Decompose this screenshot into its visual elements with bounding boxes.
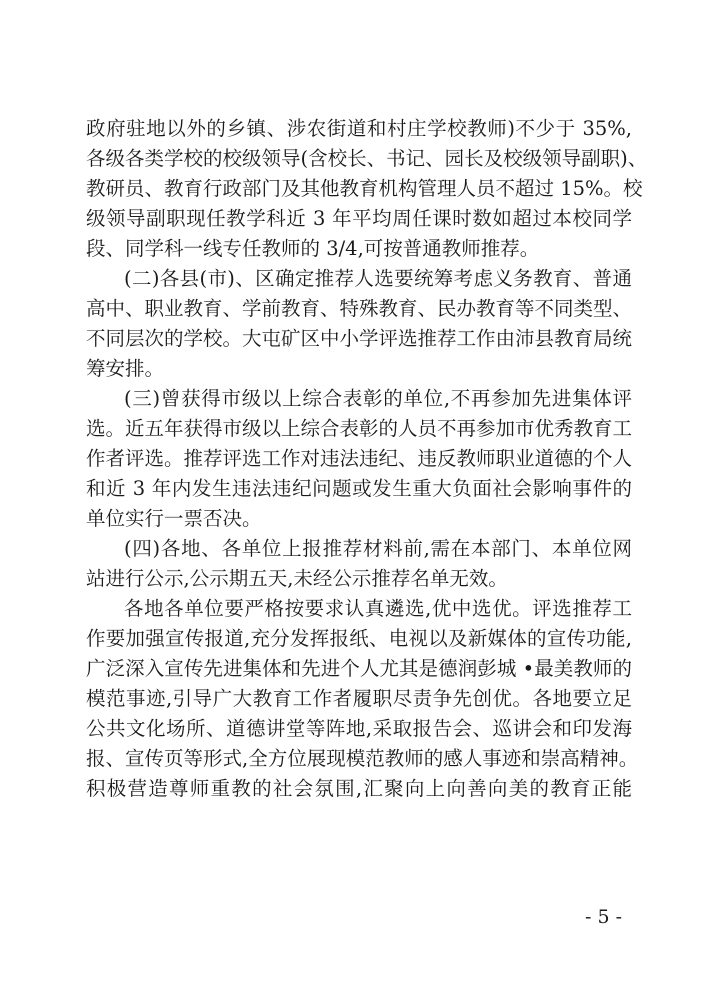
text-line: 各级各类学校的校级领导(含校长、书记、园长及校级领导副职)、 — [86, 147, 648, 170]
text-line: 广泛深入宣传先进集体和先进个人尤其是德润彭城 •最美教师的 — [86, 657, 632, 680]
text-line: 模范事迹,引导广大教育工作者履职尽责争先创优。各地要立足 — [86, 687, 632, 710]
text-line: 公共文化场所、道德讲堂等阵地,采取报告会、巡讲会和印发海 — [86, 717, 632, 740]
text-line: 单位实行一票否决。 — [86, 507, 262, 530]
text-line: (二)各县(市)、区确定推荐人选要统筹考虑义务教育、普通 — [124, 267, 632, 290]
text-line: 筹安排。 — [86, 357, 165, 380]
page-number: - 5 - — [584, 906, 622, 928]
document-body — [86, 114, 648, 804]
text-line: 报、宣传页等形式,全方位展现模范教师的感人事迹和崇高精神。 — [86, 747, 639, 770]
text-line: 各地各单位要严格按要求认真遴选,优中选优。评选推荐工 — [124, 597, 632, 620]
text-line: 级领导副职现任教学科近 3 年平均周任课时数如超过本校同学 — [86, 207, 632, 230]
text-line: 和近 3 年内发生违法违纪问题或发生重大负面社会影响事件的 — [86, 477, 632, 500]
text-line: 作要加强宣传报道,充分发挥报纸、电视以及新媒体的宣传功能, — [86, 627, 632, 650]
text-line: 段、同学科一线专任教师的 3/4,可按普通教师推荐。 — [86, 237, 540, 260]
text-line: 高中、职业教育、学前教育、特殊教育、民办教育等不同类型、 — [86, 297, 633, 320]
text-line: 教研员、教育行政部门及其他教育机构管理人员不超过 15%。校 — [86, 177, 643, 200]
text-line: 积极营造尊师重教的社会氛围,汇聚向上向善向美的教育正能 — [86, 777, 632, 800]
text-line: 站进行公示,公示期五天,未经公示推荐名单无效。 — [86, 567, 508, 590]
text-line: 不同层次的学校。大屯矿区中小学评选推荐工作由沛县教育局统 — [86, 327, 633, 350]
text-line: 作者评选。推荐评选工作对违法违纪、违反教师职业道德的个人 — [86, 447, 633, 470]
text-line: 选。近五年获得市级以上综合表彰的人员不再参加市优秀教育工 — [86, 417, 633, 440]
text-line: (三)曾获得市级以上综合表彰的单位,不再参加先进集体评 — [124, 387, 632, 410]
text-line: (四)各地、各单位上报推荐材料前,需在本部门、本单位网 — [124, 537, 632, 560]
text-line: 政府驻地以外的乡镇、涉农街道和村庄学校教师)不少于 35%, — [86, 117, 632, 140]
